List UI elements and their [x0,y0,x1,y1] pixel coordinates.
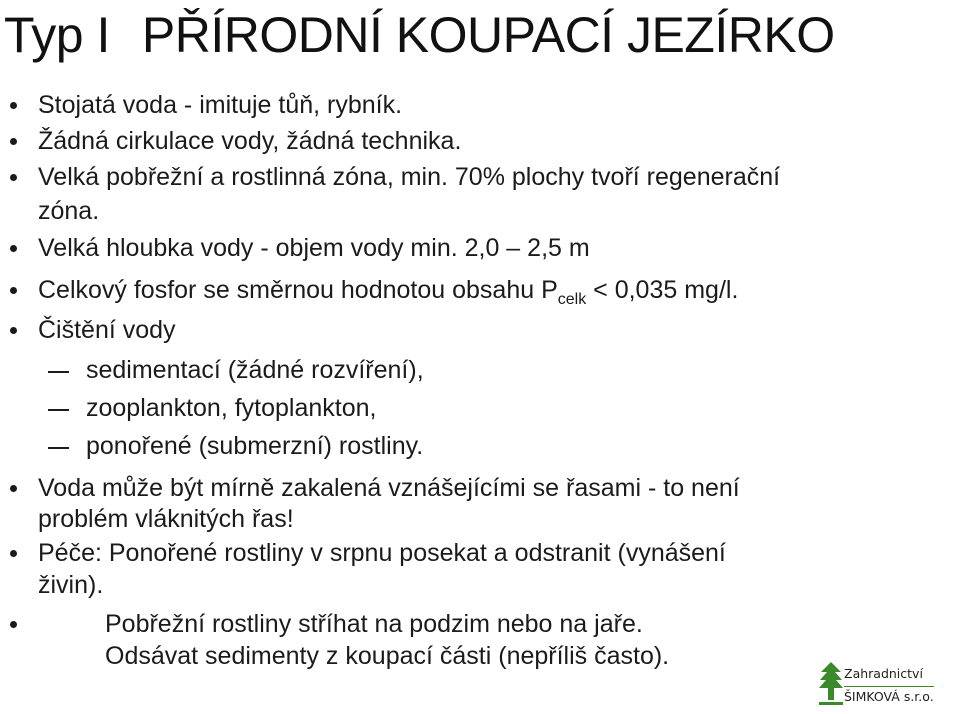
sub-item: sedimentací (žádné rozvíření), [86,356,424,384]
page-title [4,2,835,68]
sub-item: zooplankton, fytoplankton, [86,394,377,422]
bullet-dot [10,102,17,109]
bullet-dot [10,327,17,334]
bullet-dot [10,245,17,252]
bullet-dot [10,485,17,492]
bullet-item: Péče: Ponořené rostliny v srpnu posekat a odstranit (vynášení [38,539,726,567]
dash-marker [48,371,69,373]
bullet-dot [10,174,17,181]
bullet-dot [10,550,17,557]
bullet-item-continued: Odsávat sedimenty z koupací části (nepříliš často). [105,642,670,670]
bullet-item-continued: zóna. [38,197,100,225]
bullet-item: Pobřežní rostliny stříhat na podzim nebo na jaře. [105,610,643,638]
bullet-item: Velká pobřežní a rostlinná zóna, min. 70% plochy tvoří regenerační [38,163,781,191]
dash-marker [48,409,69,411]
phosphorus-subscript: celk [557,291,587,308]
sub-item: ponořené (submerzní) rostliny. [86,432,424,460]
company-logo [816,660,956,710]
bullet-item: Čištění vody [38,316,176,344]
bullet-dot [10,287,17,294]
bullet-dot [10,138,17,145]
phosphorus-limit: < 0,035 mg/l. [586,276,739,304]
logo-line-2: ŠIMKOVÁ s.r.o. [844,686,934,704]
bullet-item: Žádná cirkulace vody, žádná technika. [38,127,462,155]
bullet-item: Voda může být mírně zakalená vznášejícími se řasami - to není [38,474,740,502]
bullet-item: Velká hloubka vody - objem vody min. 2,0 – 2,5 m [38,234,590,262]
dash-marker [48,447,69,449]
bullet-item: Stojatá voda - imituje tůň, rybník. [38,91,403,119]
bullet-dot [10,621,17,628]
phosphorus-text: Celkový fosfor se směrnou hodnotou obsahu P [38,276,558,304]
bullet-item-continued: živin). [38,571,104,599]
bullet-item [38,274,738,306]
logo-line-1: Zahradnictví [844,666,923,681]
title-main: PŘÍRODNÍ KOUPACÍ JEZÍRKO [141,7,835,63]
tree-logo-icon [816,660,846,710]
bullet-item-continued: problém vláknitých řas! [38,505,294,533]
title-type: Typ I [4,7,110,63]
